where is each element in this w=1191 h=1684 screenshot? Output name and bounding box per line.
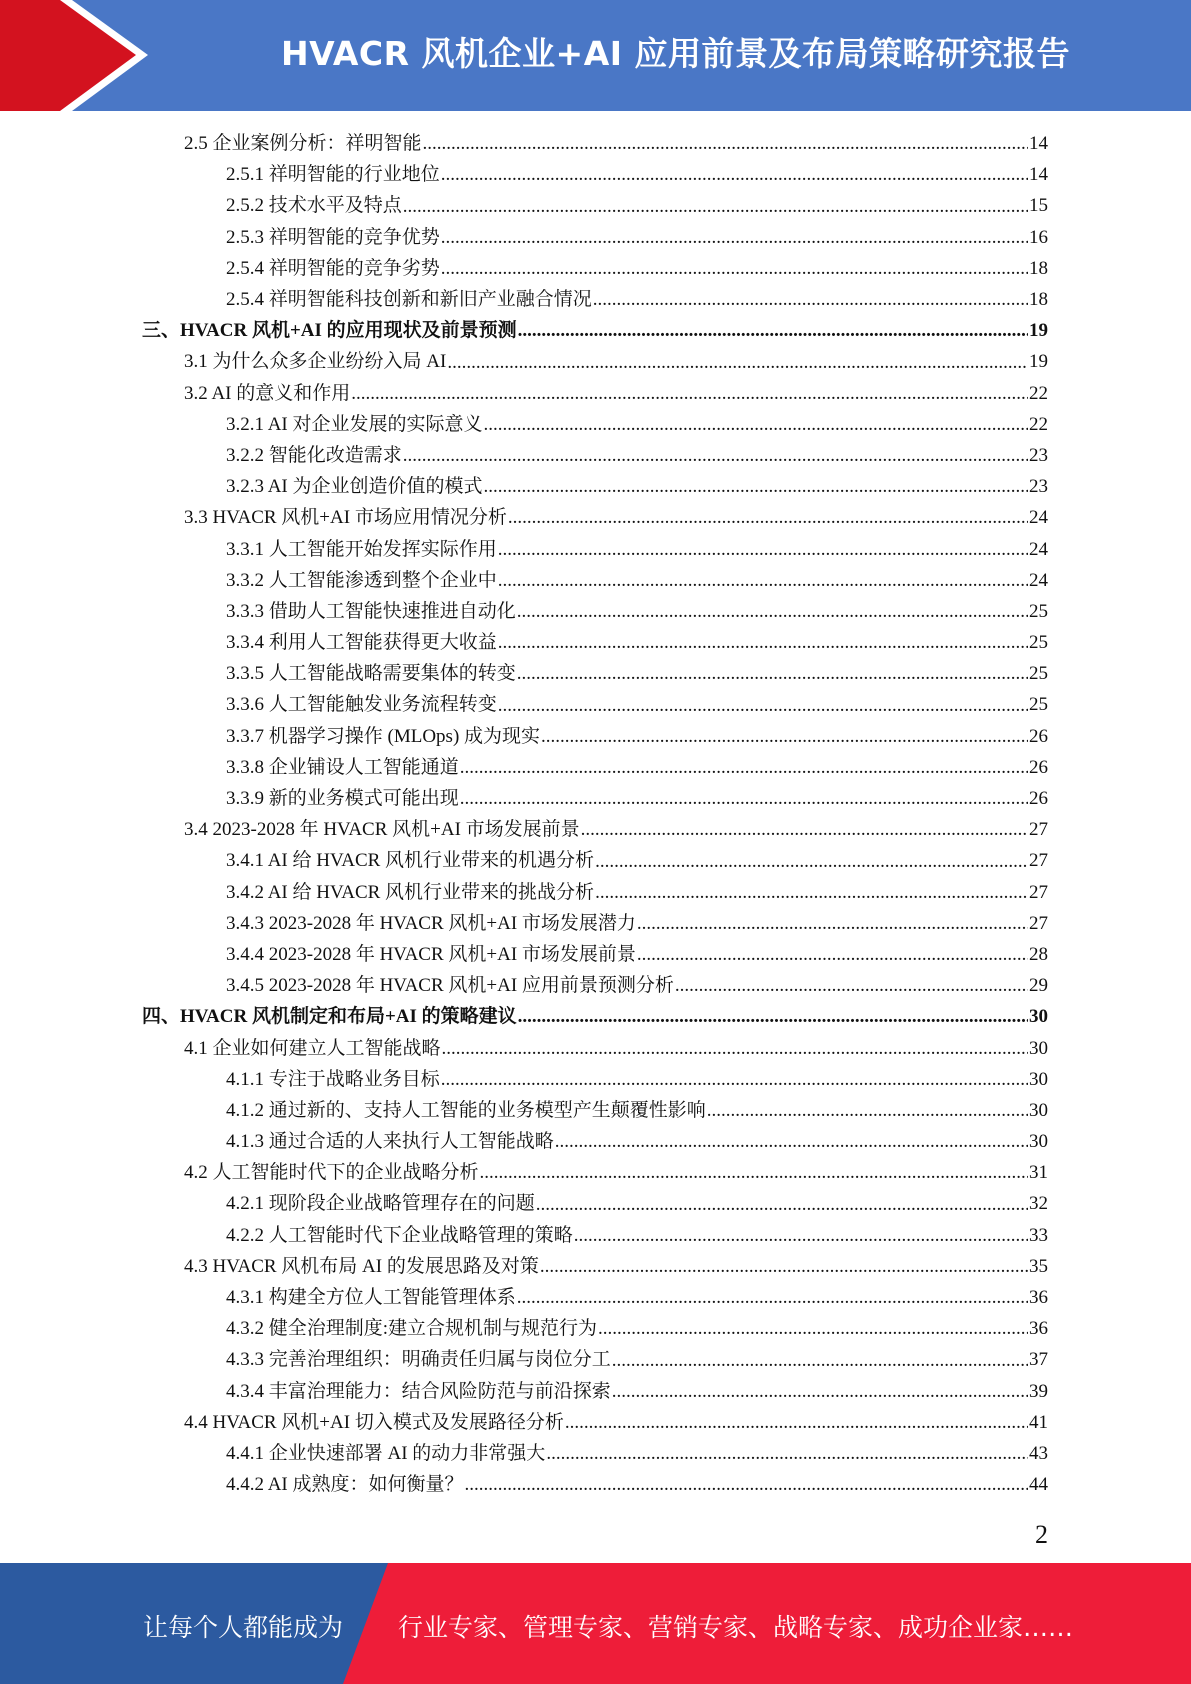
toc-dot-leader bbox=[593, 290, 1028, 315]
toc-entry-title: 3.3 HVACR 风机+AI 市场应用情况分析 bbox=[184, 507, 507, 529]
toc-entry-title: 4.3.3 完善治理组织：明确责任归属与岗位分工 bbox=[226, 1349, 611, 1371]
toc-entry[interactable] bbox=[0, 346, 1191, 377]
toc-entry-title: 4.3.2 健全治理制度:建立合规机制与规范行为 bbox=[226, 1318, 598, 1340]
toc-dot-leader bbox=[517, 664, 1028, 689]
toc-dot-leader bbox=[498, 633, 1028, 658]
toc-entry-title: 3.3.2 人工智能渗透到整个企业中 bbox=[226, 569, 497, 591]
toc-dot-leader bbox=[536, 1195, 1028, 1220]
toc-entry-page: 23 bbox=[1029, 476, 1048, 498]
toc-entry[interactable] bbox=[0, 939, 1191, 970]
toc-dot-leader bbox=[574, 1226, 1028, 1251]
toc-entry[interactable] bbox=[0, 533, 1191, 564]
toc-entry-page: 27 bbox=[1029, 912, 1048, 934]
toc-entry-page: 29 bbox=[1029, 975, 1048, 997]
toc-entry-page: 37 bbox=[1029, 1349, 1048, 1371]
toc-entry[interactable] bbox=[0, 1251, 1191, 1282]
toc-entry[interactable] bbox=[0, 721, 1191, 752]
toc-entry-page: 24 bbox=[1029, 569, 1048, 591]
toc-entry-page: 14 bbox=[1029, 133, 1048, 155]
toc-dot-leader bbox=[675, 976, 1028, 1001]
toc-entry[interactable] bbox=[0, 159, 1191, 190]
toc-entry[interactable] bbox=[0, 440, 1191, 471]
toc-entry-page: 25 bbox=[1029, 600, 1048, 622]
toc-entry[interactable] bbox=[0, 627, 1191, 658]
toc-entry-title: 3.3.8 企业铺设人工智能通道 bbox=[226, 756, 459, 778]
toc-entry-title: 2.5.1 祥明智能的行业地位 bbox=[226, 164, 440, 186]
toc-entry-page: 26 bbox=[1029, 788, 1048, 810]
toc-entry[interactable] bbox=[0, 1469, 1191, 1500]
toc-entry-page: 30 bbox=[1029, 1037, 1048, 1059]
toc-dot-leader bbox=[423, 134, 1028, 159]
toc-entry-page: 19 bbox=[1029, 320, 1048, 342]
toc-entry[interactable] bbox=[0, 970, 1191, 1001]
toc-dot-leader bbox=[442, 1039, 1028, 1064]
toc-entry[interactable] bbox=[0, 783, 1191, 814]
toc-entry-page: 18 bbox=[1029, 289, 1048, 311]
toc-entry[interactable] bbox=[0, 190, 1191, 221]
toc-entry-title: 4.4.2 AI 成熟度：如何衡量？ bbox=[226, 1474, 464, 1496]
toc-dot-leader bbox=[484, 477, 1028, 502]
toc-entry[interactable] bbox=[0, 222, 1191, 253]
toc-entry[interactable] bbox=[0, 877, 1191, 908]
toc-dot-leader bbox=[565, 1413, 1028, 1438]
toc-dot-leader bbox=[707, 1101, 1028, 1126]
toc-entry[interactable] bbox=[0, 689, 1191, 720]
toc-entry-title: 3.4.2 AI 给 HVACR 风机行业带来的挑战分析 bbox=[226, 881, 595, 903]
toc-entry-title: 三、HVACR 风机+AI 的应用现状及前景预测 bbox=[142, 320, 517, 342]
toc-entry-page: 19 bbox=[1029, 351, 1048, 373]
toc-dot-leader bbox=[598, 1319, 1028, 1344]
toc-entry-page: 35 bbox=[1029, 1255, 1048, 1277]
toc-dot-leader bbox=[441, 1070, 1028, 1095]
toc-entry[interactable] bbox=[0, 1032, 1191, 1063]
toc-entry[interactable] bbox=[0, 1157, 1191, 1188]
toc-entry[interactable] bbox=[0, 1095, 1191, 1126]
toc-entry[interactable] bbox=[0, 1188, 1191, 1219]
toc-entry[interactable] bbox=[0, 502, 1191, 533]
toc-dot-leader bbox=[441, 259, 1028, 284]
footer-slogan-right: 行业专家、管理专家、营销专家、战略专家、成功企业家…… bbox=[398, 1613, 1074, 1642]
toc-dot-leader bbox=[460, 758, 1028, 783]
toc-entry-title: 4.1.2 通过新的、支持人工智能的业务模型产生颠覆性影响 bbox=[226, 1099, 706, 1121]
toc-entry-title: 4.1.1 专注于战略业务目标 bbox=[226, 1068, 440, 1090]
toc-entry[interactable] bbox=[0, 1313, 1191, 1344]
toc-entry-page: 33 bbox=[1029, 1224, 1048, 1246]
toc-entry[interactable] bbox=[0, 752, 1191, 783]
toc-entry[interactable] bbox=[0, 1407, 1191, 1438]
toc-entry-title: 4.4.1 企业快速部署 AI 的动力非常强大 bbox=[226, 1442, 546, 1464]
toc-entry[interactable] bbox=[0, 1126, 1191, 1157]
toc-entry-title: 3.3.5 人工智能战略需要集体的转变 bbox=[226, 663, 516, 685]
table-of-contents bbox=[0, 128, 1191, 1500]
toc-dot-leader bbox=[637, 914, 1028, 939]
toc-entry-title: 4.3 HVACR 风机布局 AI 的发展思路及对策 bbox=[184, 1255, 539, 1277]
toc-entry-page: 31 bbox=[1029, 1162, 1048, 1184]
toc-entry[interactable] bbox=[0, 565, 1191, 596]
toc-entry[interactable] bbox=[0, 1344, 1191, 1375]
page-footer bbox=[0, 1563, 1191, 1684]
toc-entry-title: 2.5.3 祥明智能的竞争优势 bbox=[226, 226, 440, 248]
toc-entry-page: 25 bbox=[1029, 632, 1048, 654]
page-number: 2 bbox=[1035, 1520, 1048, 1549]
toc-entry-page: 27 bbox=[1029, 850, 1048, 872]
toc-entry-page: 26 bbox=[1029, 725, 1048, 747]
toc-entry-title: 4.2 人工智能时代下的企业战略分析 bbox=[184, 1162, 479, 1184]
toc-entry-page: 14 bbox=[1029, 164, 1048, 186]
toc-entry[interactable] bbox=[0, 409, 1191, 440]
toc-entry-page: 44 bbox=[1029, 1474, 1048, 1496]
toc-dot-leader bbox=[447, 353, 1028, 378]
toc-dot-leader bbox=[403, 197, 1028, 222]
toc-entry-title: 3.4.1 AI 给 HVACR 风机行业带来的机遇分析 bbox=[226, 850, 595, 872]
toc-entry[interactable] bbox=[0, 1220, 1191, 1251]
toc-dot-leader bbox=[441, 165, 1028, 190]
toc-entry-title: 3.3.4 利用人工智能获得更大收益 bbox=[226, 632, 497, 654]
toc-entry-title: 3.3.1 人工智能开始发挥实际作用 bbox=[226, 538, 497, 560]
toc-entry[interactable] bbox=[0, 128, 1191, 159]
toc-dot-leader bbox=[460, 789, 1028, 814]
toc-entry-title: 3.1 为什么众多企业纷纷入局 AI bbox=[184, 351, 447, 373]
toc-entry-title: 3.3.9 新的业务模式可能出现 bbox=[226, 788, 459, 810]
toc-dot-leader bbox=[517, 1288, 1028, 1313]
report-title: HVACR 风机企业+AI 应用前景及布局策略研究报告 bbox=[280, 34, 1071, 73]
toc-dot-leader bbox=[498, 540, 1028, 565]
toc-entry-page: 15 bbox=[1029, 195, 1048, 217]
toc-entry-page: 30 bbox=[1029, 1068, 1048, 1090]
toc-entry-page: 16 bbox=[1029, 226, 1048, 248]
toc-entry-page: 25 bbox=[1029, 694, 1048, 716]
toc-entry-page: 43 bbox=[1029, 1442, 1048, 1464]
toc-entry-title: 4.3.1 构建全方位人工智能管理体系 bbox=[226, 1287, 516, 1309]
toc-dot-leader bbox=[595, 852, 1028, 877]
toc-entry-page: 41 bbox=[1029, 1411, 1048, 1433]
toc-dot-leader bbox=[465, 1475, 1028, 1500]
toc-entry[interactable] bbox=[0, 284, 1191, 315]
toc-entry[interactable] bbox=[0, 596, 1191, 627]
toc-entry-page: 36 bbox=[1029, 1318, 1048, 1340]
toc-dot-leader bbox=[612, 1351, 1028, 1376]
toc-dot-leader bbox=[540, 1257, 1028, 1282]
toc-entry[interactable] bbox=[0, 658, 1191, 689]
toc-dot-leader bbox=[581, 820, 1028, 845]
toc-entry-page: 32 bbox=[1029, 1193, 1048, 1215]
toc-dot-leader bbox=[498, 571, 1028, 596]
toc-entry-title: 2.5.4 祥明智能的竞争劣势 bbox=[226, 257, 440, 279]
toc-entry[interactable] bbox=[0, 814, 1191, 845]
toc-entry[interactable] bbox=[0, 253, 1191, 284]
toc-entry[interactable] bbox=[0, 908, 1191, 939]
toc-dot-leader bbox=[441, 228, 1028, 253]
toc-entry-title: 4.1.3 通过合适的人来执行人工智能战略 bbox=[226, 1131, 554, 1153]
toc-entry-page: 22 bbox=[1029, 413, 1048, 435]
toc-entry[interactable] bbox=[0, 471, 1191, 502]
toc-entry-title: 四、HVACR 风机制定和布局+AI 的策略建议 bbox=[142, 1006, 517, 1028]
toc-entry-title: 3.4.5 2023-2028 年 HVACR 风机+AI 应用前景预测分析 bbox=[226, 975, 674, 997]
toc-entry[interactable] bbox=[0, 315, 1191, 346]
toc-dot-leader bbox=[555, 1132, 1028, 1157]
toc-entry-title: 2.5.2 技术水平及特点 bbox=[226, 195, 402, 217]
toc-entry-page: 28 bbox=[1029, 943, 1048, 965]
toc-dot-leader bbox=[351, 384, 1028, 409]
toc-entry-title: 2.5 企业案例分析：祥明智能 bbox=[184, 133, 422, 155]
toc-entry-title: 4.2.2 人工智能时代下企业战略管理的策略 bbox=[226, 1224, 573, 1246]
toc-dot-leader bbox=[498, 696, 1028, 721]
toc-entry[interactable] bbox=[0, 1376, 1191, 1407]
toc-dot-leader bbox=[517, 602, 1028, 627]
toc-dot-leader bbox=[546, 1444, 1028, 1469]
toc-dot-leader bbox=[508, 508, 1028, 533]
toc-dot-leader bbox=[480, 1163, 1028, 1188]
toc-entry-page: 24 bbox=[1029, 538, 1048, 560]
toc-dot-leader bbox=[518, 321, 1028, 346]
toc-dot-leader bbox=[518, 1007, 1028, 1032]
toc-entry-page: 30 bbox=[1029, 1099, 1048, 1121]
toc-entry-page: 22 bbox=[1029, 382, 1048, 404]
toc-entry-title: 4.2.1 现阶段企业战略管理存在的问题 bbox=[226, 1193, 535, 1215]
toc-dot-leader bbox=[541, 727, 1028, 752]
toc-entry-title: 3.4.4 2023-2028 年 HVACR 风机+AI 市场发展前景 bbox=[226, 943, 636, 965]
toc-entry[interactable] bbox=[0, 1438, 1191, 1469]
toc-dot-leader bbox=[484, 415, 1028, 440]
toc-dot-leader bbox=[637, 945, 1028, 970]
toc-dot-leader bbox=[403, 446, 1028, 471]
toc-entry-title: 3.2.1 AI 对企业发展的实际意义 bbox=[226, 413, 483, 435]
toc-entry-page: 27 bbox=[1029, 819, 1048, 841]
toc-entry-page: 27 bbox=[1029, 881, 1048, 903]
toc-entry-title: 3.3.3 借助人工智能快速推进自动化 bbox=[226, 600, 516, 622]
toc-entry-title: 3.4.3 2023-2028 年 HVACR 风机+AI 市场发展潜力 bbox=[226, 912, 636, 934]
toc-entry[interactable] bbox=[0, 1282, 1191, 1313]
toc-dot-leader bbox=[612, 1382, 1028, 1407]
toc-entry-page: 23 bbox=[1029, 444, 1048, 466]
toc-entry-title: 4.3.4 丰富治理能力：结合风险防范与前沿探索 bbox=[226, 1380, 611, 1402]
toc-entry-title: 3.4 2023-2028 年 HVACR 风机+AI 市场发展前景 bbox=[184, 819, 580, 841]
toc-entry-title: 3.2.2 智能化改造需求 bbox=[226, 444, 402, 466]
toc-entry-title: 4.4 HVACR 风机+AI 切入模式及发展路径分析 bbox=[184, 1411, 564, 1433]
toc-entry-page: 18 bbox=[1029, 257, 1048, 279]
page-header bbox=[0, 0, 1191, 111]
toc-entry[interactable] bbox=[0, 1001, 1191, 1032]
toc-entry-page: 24 bbox=[1029, 507, 1048, 529]
toc-entry-page: 30 bbox=[1029, 1006, 1048, 1028]
toc-entry-title: 3.2.3 AI 为企业创造价值的模式 bbox=[226, 476, 483, 498]
toc-entry-page: 26 bbox=[1029, 756, 1048, 778]
toc-entry-title: 4.1 企业如何建立人工智能战略 bbox=[184, 1037, 441, 1059]
toc-entry-title: 3.2 AI 的意义和作用 bbox=[184, 382, 351, 404]
toc-entry-page: 39 bbox=[1029, 1380, 1048, 1402]
toc-entry[interactable] bbox=[0, 845, 1191, 876]
toc-entry[interactable] bbox=[0, 1064, 1191, 1095]
footer-slogan-left: 让每个人都能成为 bbox=[143, 1613, 344, 1642]
toc-entry-page: 30 bbox=[1029, 1131, 1048, 1153]
toc-entry-title: 2.5.4 祥明智能科技创新和新旧产业融合情况 bbox=[226, 289, 592, 311]
toc-entry-page: 36 bbox=[1029, 1287, 1048, 1309]
toc-entry-title: 3.3.7 机器学习操作 (MLOps) 成为现实 bbox=[226, 725, 541, 747]
toc-entry-title: 3.3.6 人工智能触发业务流程转变 bbox=[226, 694, 497, 716]
toc-entry[interactable] bbox=[0, 378, 1191, 409]
toc-entry-page: 25 bbox=[1029, 663, 1048, 685]
toc-dot-leader bbox=[595, 883, 1028, 908]
